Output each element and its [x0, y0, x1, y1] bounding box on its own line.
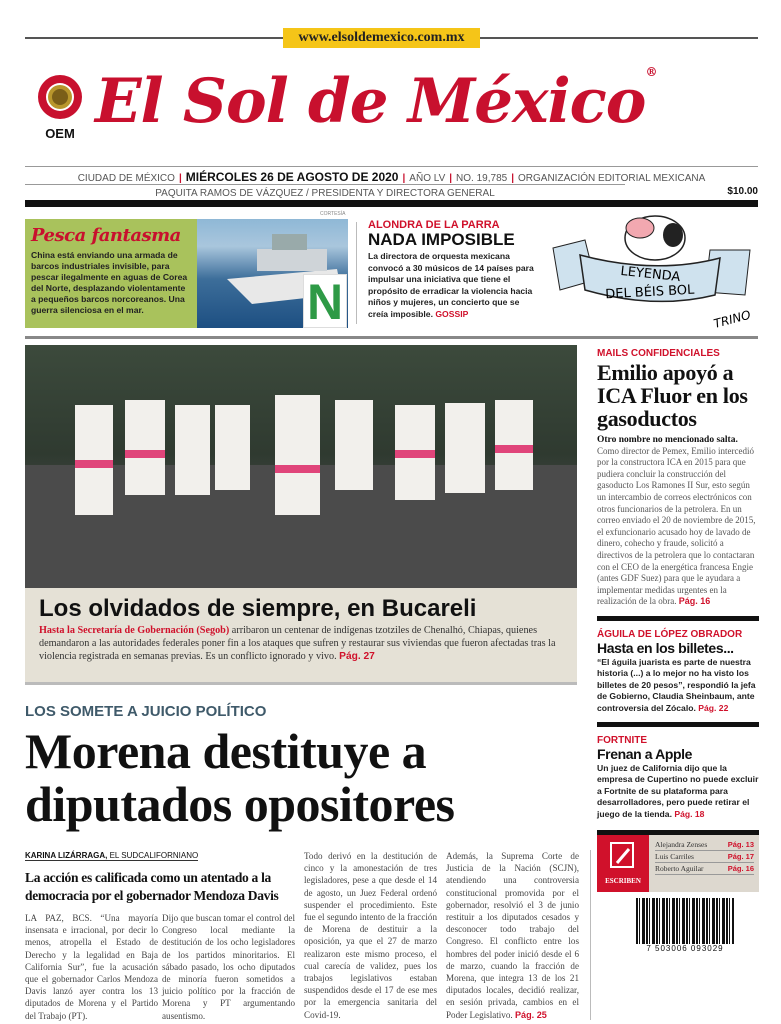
gossip-text: La directora de orquesta mexicana convocó a 30 músicos de 14 países para impulsar una iniciativa que tiene el propósito de erradicar la violencia hacia niños y mujeres, un concierto que se creía imposible. GOSSIP	[368, 251, 534, 319]
story-column-3: Todo derivó en la destitución de cinco y la amonestación de tres legisladores, pese a que desde el 14 de agosto, un Juez Federal ordenó suspender el procedimiento. Este fue el segundo intento de la fracción de Morena de destituir a la oposición, ya que el 27 de marzo realizaron este mismo proceso, el cual carecía de validez, pues los trabajos legislativos estaban suspendidos desde el 17 de ese mes por la emergencia sanitaria del Covid-19.	[304, 851, 437, 1020]
photo-credit: CORTESÍA	[320, 211, 346, 217]
columnist-item[interactable]: Alejandra Zenses Pág. 13	[655, 839, 754, 849]
svg-text:DEL BÉIS BOL: DEL BÉIS BOL	[604, 282, 695, 303]
gossip-teaser[interactable]	[368, 219, 538, 321]
main-kicker: LOS SOMETE A JUICIO POLÍTICO	[25, 703, 267, 720]
columnist-list	[655, 839, 754, 875]
svg-text:LEYENDA: LEYENDA	[619, 263, 681, 286]
gossip-kicker: ALONDRA DE LA PARRA	[368, 219, 500, 231]
mails-text: Otro nombre no mencionado salta. Como director de Pemex, Emilio intercedió por la constructora ICA en 2015 para que pudiera concluir la construcción del gasoducto Los Ramones II Sur, esto según un intercambio de correos electrónicos con otros funcionarios de la petrolera. En un correo enviado el 20 de noviembre de 2015, el exfuncionario acusado hoy de lavado de dinero, cohecho y fraude, solicitó a directivos de la petrolera que lo contactaran con el CEO de la energética francesa Engie (antes GDF Suez) para que le ayudara a implementar medidas urgentes en la realización de la obra. Pág. 16	[597, 435, 756, 607]
photo-story-text: Hasta la Secretaría de Gobernación (Segob) arribaron un centenar de indígenas tzotziles de Chenalhó, Chiapas, quienes demandaron a las autoridades federales poner fin a los ataques que sufren y restaurar sus viviendas que fueron afectadas tras la violencia registrada en semanas previas. Es un conflicto ignorado y vivo. Pág. 27	[39, 625, 556, 662]
story-column-1: LA PAZ, BCS. “Una mayoría insensata e irracional, por decir lo menos, atropella el Estado de Derecho y la legalidad en Baja California Sur”, fue la acusación que el gobernador Carlos Mendoza Davis lanzó ayer contra los 13 diputados de Morena y el Partido del Trabajo (PT).	[25, 913, 158, 1021]
mails-story[interactable]	[597, 348, 759, 608]
barcode	[636, 898, 734, 944]
svg-text:OEM: OEM	[45, 126, 75, 141]
black-rule	[25, 200, 758, 207]
pesca-title: Pesca fantasma	[31, 225, 181, 246]
story-column-4: Además, la Suprema Corte de Justicia de la Nación (SCJN), atendiendo una controversia constitucional promovida por el gobernador, resolvió el 3 de junio restituir a los diputados cesados y desconocer todo trabajo del Congreso. El conflicto entre los hombres del poder inició desde el 6 de marzo, cuando la fracción de Morena, que integra 13 de los 21 diputados locales, decidió realizar, en sesión privada, cambios en el Poder Legislativo. Pág. 25	[446, 851, 579, 1020]
main-headline[interactable]: Morena destituye a diputados opositores	[25, 723, 455, 832]
trino-cartoon	[545, 210, 760, 335]
pesca-teaser[interactable]	[25, 219, 197, 328]
director-line: PAQUITA RAMOS DE VÁZQUEZ / PRESIDENTA Y DIRECTORA GENERAL	[25, 184, 625, 199]
divider	[597, 722, 759, 727]
columnist-item[interactable]: Luis Carriles Pág. 17	[655, 851, 754, 861]
divider	[356, 222, 357, 324]
aguila-story[interactable]	[597, 629, 759, 714]
aguila-title: Hasta en los billetes...	[597, 639, 734, 656]
fortnite-text: Un juez de California dijo que la empresa de Cupertino no puede excluir a Fortnite de su plataforma para desarrolladores, pero puede retirar el juego de la tienda. Pág. 18	[597, 762, 759, 819]
fortnite-story[interactable]	[597, 735, 759, 820]
escriben-badge: ESCRIBEN	[597, 835, 649, 892]
byline: KARINA LIZÁRRAGA, EL SUDCALIFORNIANO	[25, 851, 199, 860]
mails-kicker: MAILS CONFIDENCIALES	[597, 348, 720, 359]
pesca-text: China está enviando una armada de barcos industriales invisible, para pescar ilegalmente en aguas de Corea del Norte, desplazando violentamente a pequeños barcos norcoreanos. Una guerra silenciosa en el mar.	[31, 250, 188, 315]
barcode-number: 7 503006 093029	[646, 943, 724, 953]
newspaper-title: El Sol de México®	[95, 65, 657, 137]
dateline: CIUDAD DE MÉXICO | MIÉRCOLES 26 DE AGOSTO DE 2020 | AÑO LV | NO. 19,785 | ORGANIZACIÓN EDITORIAL MEXICANA	[25, 166, 758, 184]
oem-sun-logo	[33, 72, 87, 142]
pen-icon	[597, 835, 649, 875]
fortnite-kicker: FORTNITE	[597, 734, 647, 746]
section-rule	[25, 336, 758, 339]
story-column-2: Dijo que buscan tomar el control del Congreso local mediante la destitución de los ocho legisladores de los partidos minoritarios. El sábado pasado, los ocho diputados de minoría fueron sometidos a juicio político por la fracción de Morena y PT argumentando ausentismo.	[162, 913, 295, 1021]
photo-story-caption[interactable]	[25, 588, 577, 685]
svg-text:TRINO: TRINO	[712, 307, 753, 331]
divider	[590, 850, 591, 1020]
gossip-title: NADA IMPOSIBLE	[368, 230, 515, 249]
price: $10.00	[727, 186, 758, 197]
right-column	[597, 348, 759, 954]
fortnite-title: Frenan a Apple	[597, 745, 693, 762]
escriben-box	[597, 830, 759, 892]
mails-title: Emilio apoyó a ICA Fluor en los gasoductos	[597, 360, 748, 431]
divider	[597, 616, 759, 621]
barcode-block	[636, 898, 734, 954]
website-url[interactable]: www.elsoldemexico.com.mx	[283, 28, 480, 48]
n-section-logo: N	[303, 274, 347, 328]
indigenous-protest-photo	[25, 345, 577, 588]
columnist-item[interactable]: Roberto Aguilar Pág. 16	[655, 863, 754, 873]
aguila-text: “El águila juarista es parte de nuestra historia (...) a lo mejor no ha visto los billetes de 20 pesos”, respondió la jefa de Gobierno, Claudia Sheinbaum, ante controversia del Zócalo. Pág. 22	[597, 656, 756, 713]
main-subhead: La acción es calificada como un atentado a la democracia por el gobernador Mendoza Davis	[25, 870, 279, 903]
aguila-kicker: ÁGUILA DE LÓPEZ OBRADOR	[597, 628, 743, 640]
photo-story-title: Los olvidados de siempre, en Bucareli	[39, 595, 477, 622]
